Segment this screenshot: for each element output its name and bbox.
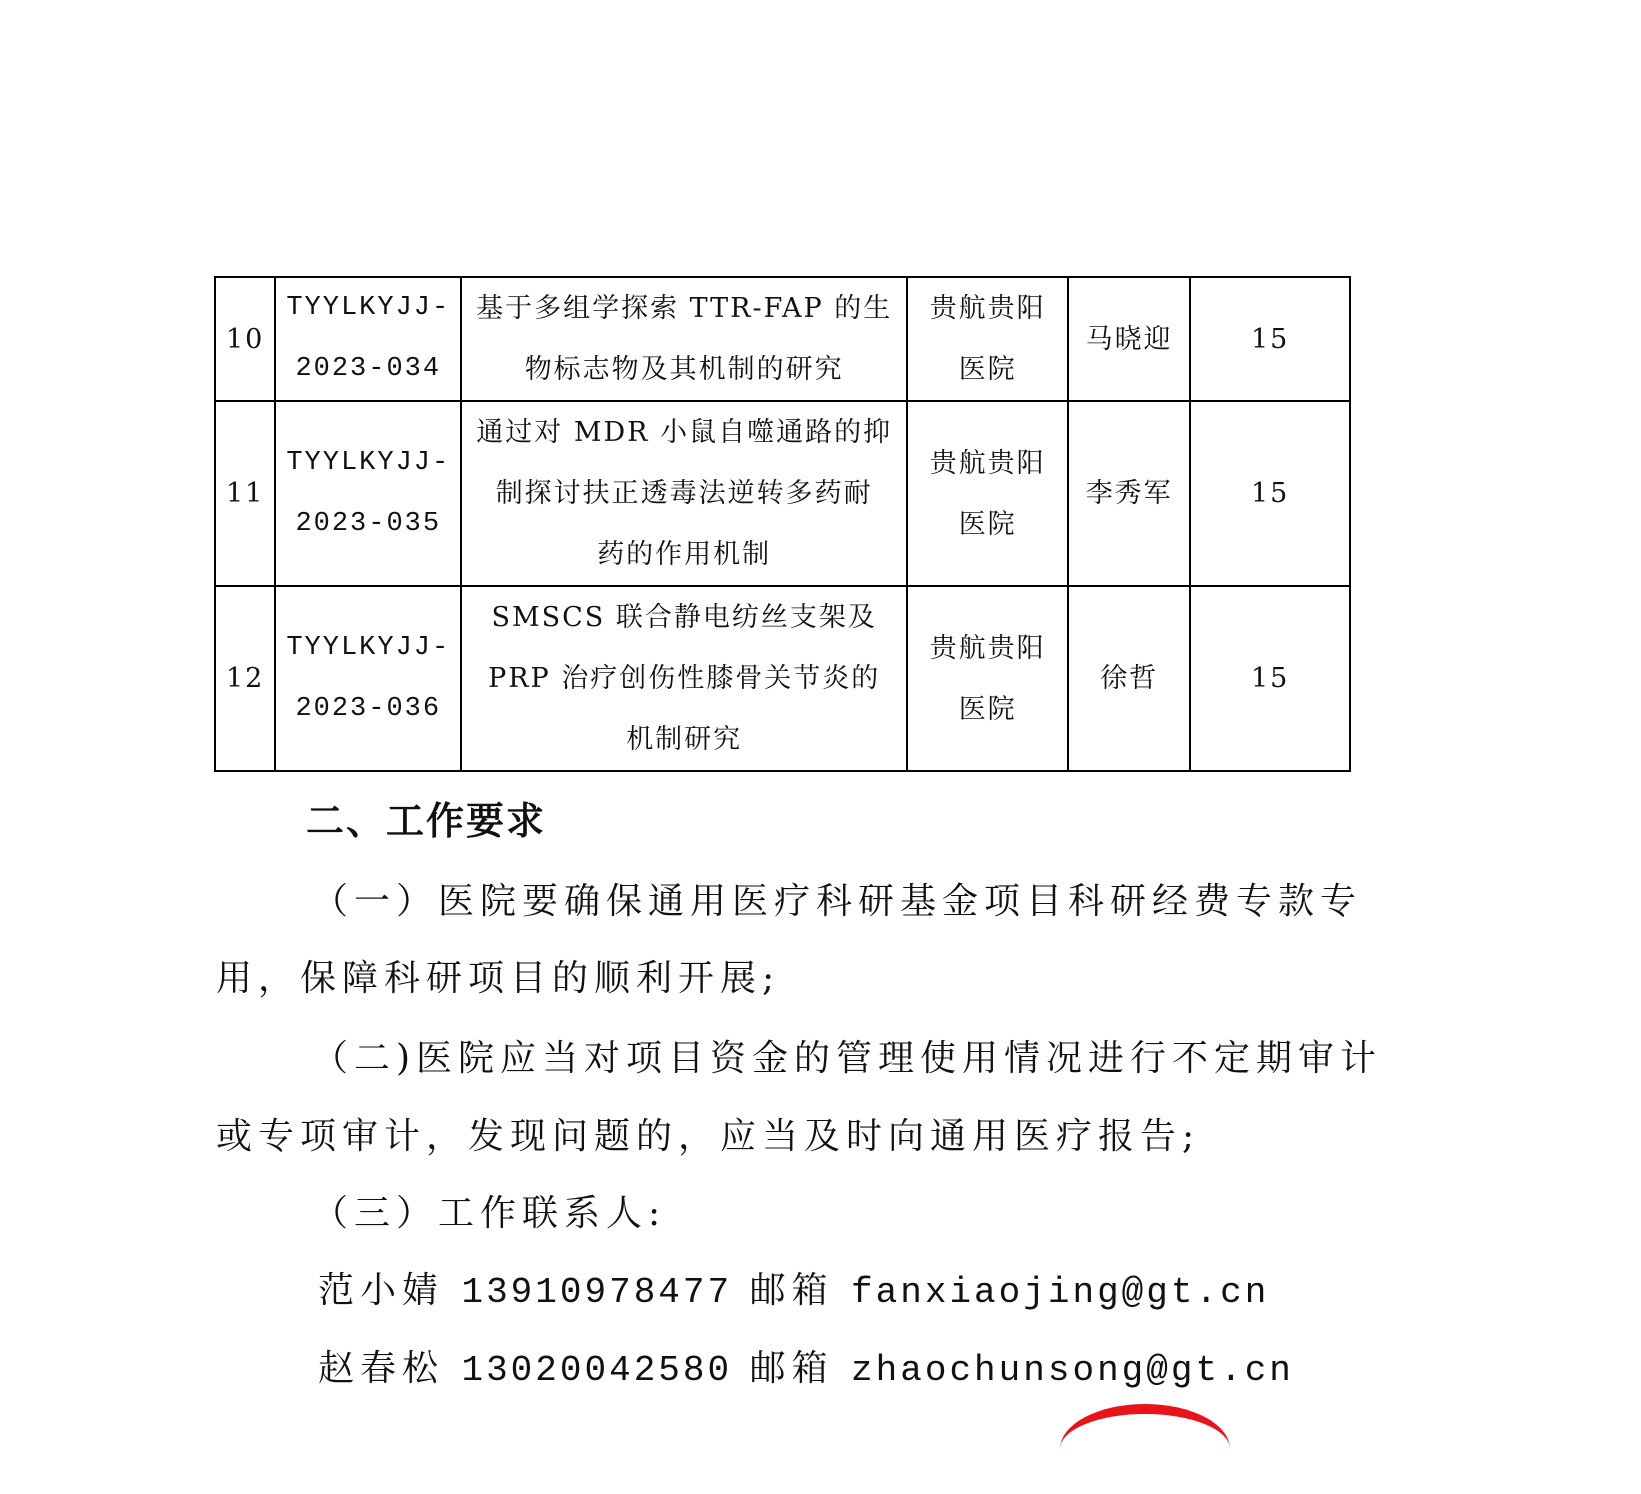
project-title bbox=[461, 277, 907, 401]
requirement-1-line-1: （一）医院要确保通用医疗科研基金项目科研经费专款专 bbox=[312, 881, 1363, 922]
unit-line: 医院 bbox=[958, 693, 1017, 725]
table-row bbox=[215, 277, 1350, 401]
section-heading: 二、工作要求 bbox=[306, 799, 547, 843]
grant-table bbox=[214, 276, 1351, 772]
email-label: 邮箱 bbox=[749, 1270, 834, 1311]
code-line: 2023-034 bbox=[295, 354, 442, 384]
project-leader: 徐哲 bbox=[1068, 586, 1190, 771]
requirement-2-line-1: （二)医院应当对项目资金的管理使用情况进行不定期审计 bbox=[312, 1038, 1383, 1079]
title-line: PRP 治疗创伤性膝骨关节炎的 bbox=[488, 663, 881, 694]
contact-email[interactable]: zhaochunsong@gt.cn bbox=[851, 1350, 1294, 1391]
unit-line: 贵航贵阳 bbox=[929, 632, 1046, 664]
project-code bbox=[275, 277, 461, 401]
contact-line bbox=[318, 1340, 1294, 1391]
contact-email[interactable]: fanxiaojing@gt.cn bbox=[851, 1272, 1270, 1313]
requirement-2-line-2: 或专项审计，发现问题的，应当及时向通用医疗报告; bbox=[216, 1116, 1201, 1157]
unit-line: 医院 bbox=[958, 508, 1017, 540]
title-line: 通过对 MDR 小鼠自噬通路的抑 bbox=[476, 417, 893, 448]
contact-phone: 13020042580 bbox=[461, 1350, 733, 1391]
project-title bbox=[461, 401, 907, 586]
code-line: TYYLKYJJ- bbox=[286, 293, 451, 323]
unit bbox=[907, 277, 1068, 401]
contact-phone: 13910978477 bbox=[461, 1272, 733, 1313]
contact-line bbox=[318, 1262, 1269, 1313]
row-number: 12 bbox=[215, 586, 275, 771]
title-line: 基于多组学探索 TTR-FAP 的生 bbox=[476, 293, 893, 324]
title-line: 药的作用机制 bbox=[597, 539, 772, 570]
unit-line: 贵航贵阳 bbox=[929, 447, 1046, 479]
title-line: 机制研究 bbox=[626, 724, 743, 755]
contact-name: 赵春松 bbox=[318, 1348, 445, 1389]
row-number: 11 bbox=[215, 401, 275, 586]
amount: 15 bbox=[1190, 586, 1350, 771]
official-seal-stamp bbox=[1060, 1404, 1230, 1494]
unit-line: 贵航贵阳 bbox=[929, 293, 1046, 324]
project-leader: 李秀军 bbox=[1068, 401, 1190, 586]
table-row bbox=[215, 586, 1350, 771]
table-row bbox=[215, 401, 1350, 586]
email-label: 邮箱 bbox=[749, 1348, 834, 1389]
unit bbox=[907, 586, 1068, 771]
title-line: 物标志物及其机制的研究 bbox=[524, 354, 844, 385]
code-line: 2023-035 bbox=[295, 508, 442, 539]
requirement-3-contacts-heading: （三）工作联系人: bbox=[312, 1193, 667, 1234]
row-number: 10 bbox=[215, 277, 275, 401]
code-line: TYYLKYJJ- bbox=[286, 632, 451, 663]
code-line: 2023-036 bbox=[295, 693, 442, 724]
project-code bbox=[275, 401, 461, 586]
project-leader: 马晓迎 bbox=[1068, 277, 1190, 401]
title-line: 制探讨扶正透毒法逆转多药耐 bbox=[495, 478, 873, 509]
amount: 15 bbox=[1190, 277, 1350, 401]
unit-line: 医院 bbox=[958, 354, 1017, 385]
code-line: TYYLKYJJ- bbox=[286, 447, 451, 478]
unit bbox=[907, 401, 1068, 586]
contact-name: 范小婧 bbox=[318, 1270, 445, 1311]
amount: 15 bbox=[1190, 401, 1350, 586]
title-line: SMSCS 联合静电纺丝支架及 bbox=[491, 602, 877, 633]
project-code bbox=[275, 586, 461, 771]
project-title bbox=[461, 586, 907, 771]
requirement-1-line-2: 用，保障科研项目的顺利开展; bbox=[216, 958, 781, 999]
